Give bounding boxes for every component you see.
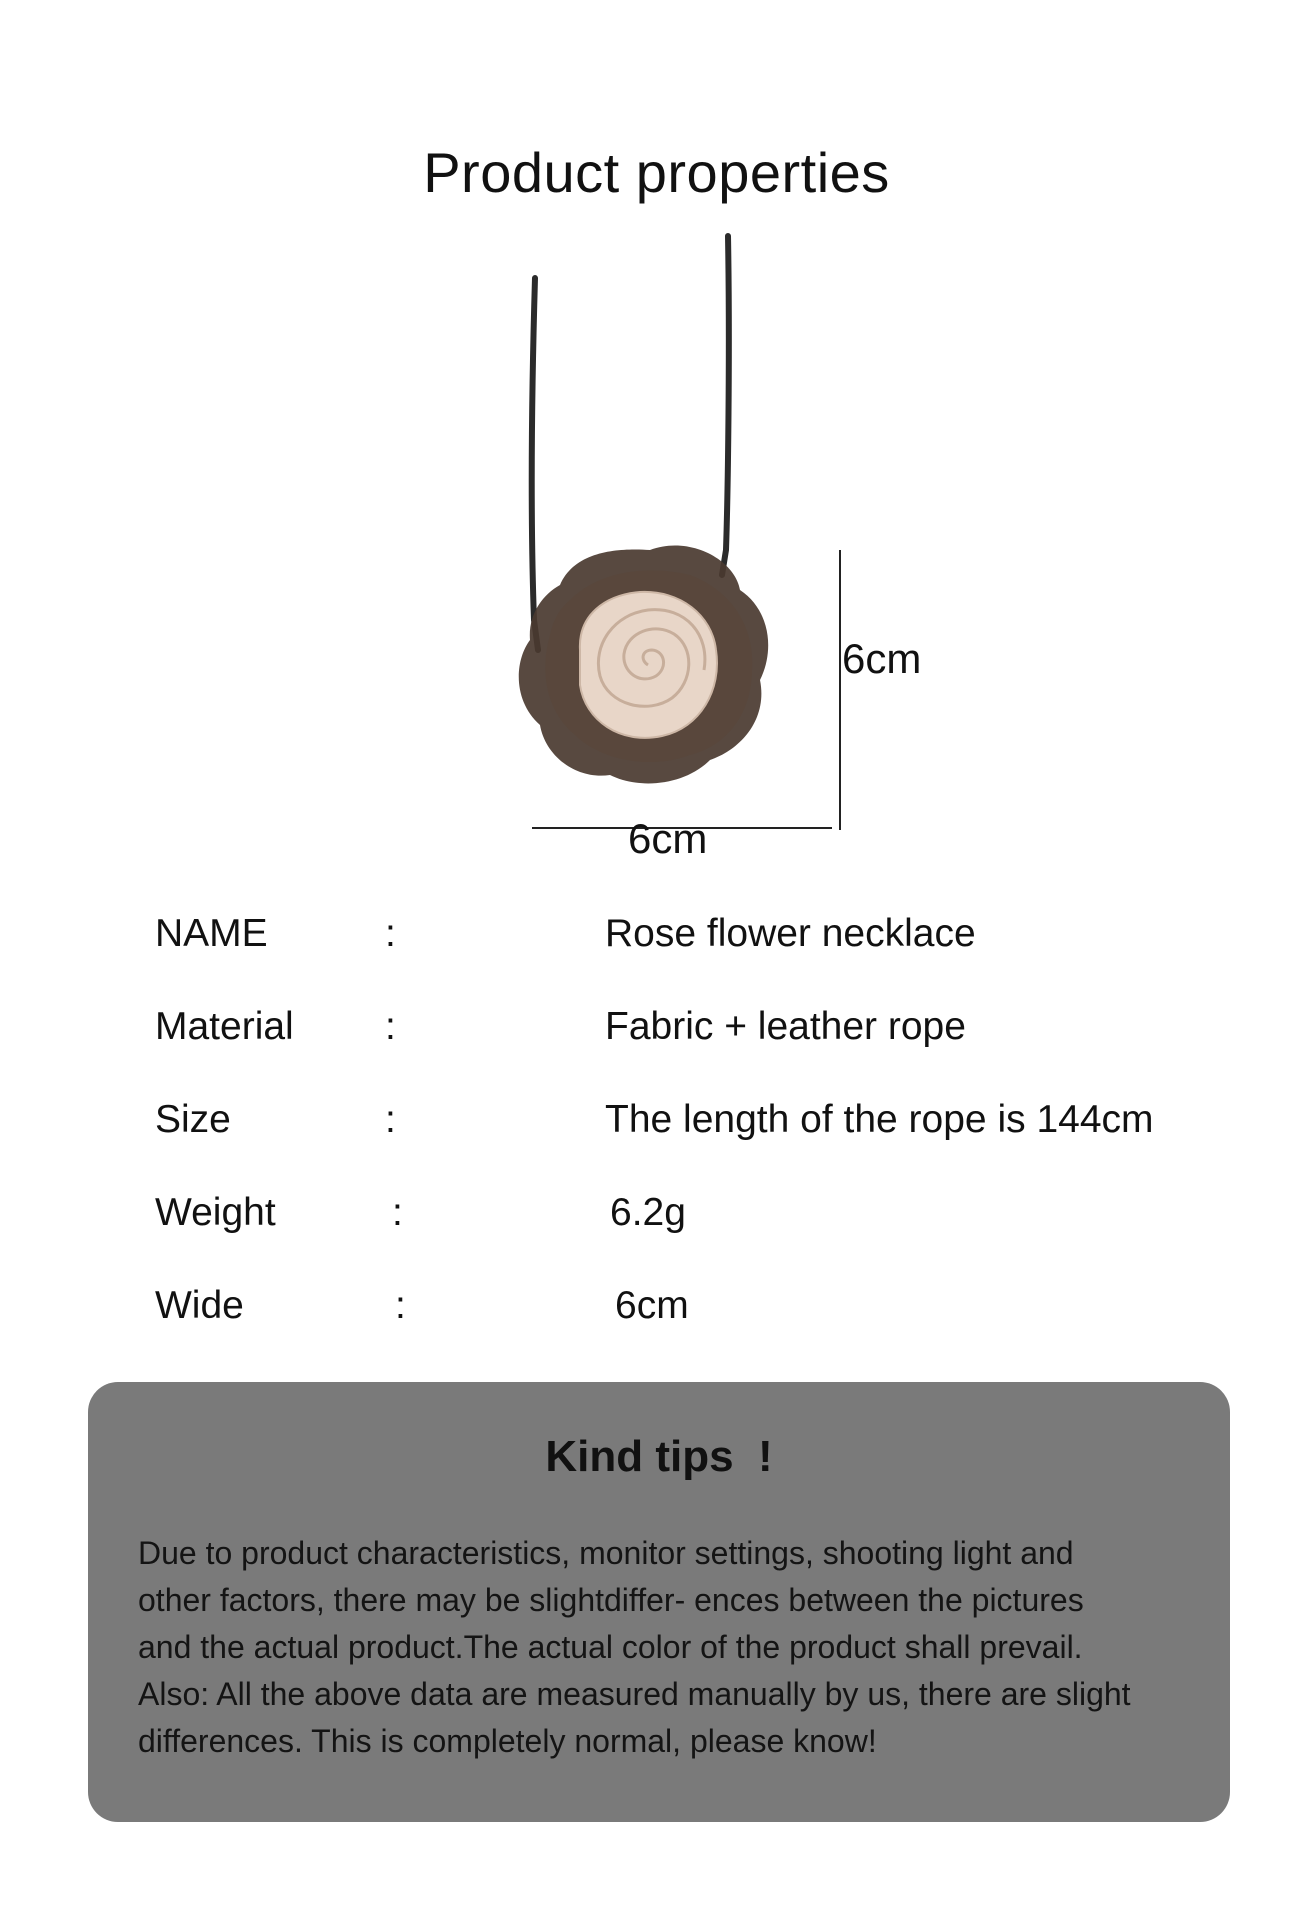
tips-line: Due to product characteristics, monitor settings, shooting light and: [138, 1535, 1074, 1571]
property-key: Material: [155, 1005, 294, 1048]
property-colon: :: [385, 912, 396, 955]
width-dimension-label: 6cm: [628, 815, 708, 862]
properties-table: [155, 912, 1255, 1377]
tips-line: and the actual product.The actual color of the product shall prevail.: [138, 1629, 1083, 1665]
property-row-material: [155, 1005, 1255, 1098]
property-key: NAME: [155, 912, 268, 955]
height-dimension-label: 6cm: [842, 635, 922, 682]
property-row-weight: [155, 1191, 1255, 1284]
rose-necklace-illustration: [490, 230, 950, 870]
kind-tips-panel: [88, 1382, 1230, 1822]
rope-right: [722, 236, 729, 575]
property-colon: :: [395, 1284, 406, 1327]
property-row-size: [155, 1098, 1255, 1191]
property-colon: :: [385, 1005, 396, 1048]
property-key: Wide: [155, 1284, 244, 1327]
rope-left: [532, 278, 538, 650]
property-key: Weight: [155, 1191, 276, 1234]
property-value: Rose flower necklace: [605, 912, 976, 955]
property-row-name: [155, 912, 1255, 1005]
property-key: Size: [155, 1098, 231, 1141]
property-colon: :: [385, 1098, 396, 1141]
kind-tips-body: [138, 1530, 1198, 1765]
tips-line: Also: All the above data are measured manually by us, there are slight: [138, 1676, 1131, 1712]
tips-line: other factors, there may be slightdiffer- ences between the pictures: [138, 1582, 1084, 1618]
property-value: Fabric + leather rope: [605, 1005, 966, 1048]
property-value: 6.2g: [610, 1191, 686, 1234]
property-colon: :: [392, 1191, 403, 1234]
page-title: Product properties: [423, 141, 890, 204]
property-row-wide: [155, 1284, 1255, 1377]
tips-line: differences. This is completely normal, please know!: [138, 1723, 877, 1759]
property-value: The length of the rope is 144cm: [605, 1098, 1154, 1141]
kind-tips-title: Kind tips !: [545, 1432, 773, 1481]
rose-center: [580, 592, 717, 738]
property-value: 6cm: [615, 1284, 689, 1327]
necklace-product-image: [490, 230, 950, 870]
